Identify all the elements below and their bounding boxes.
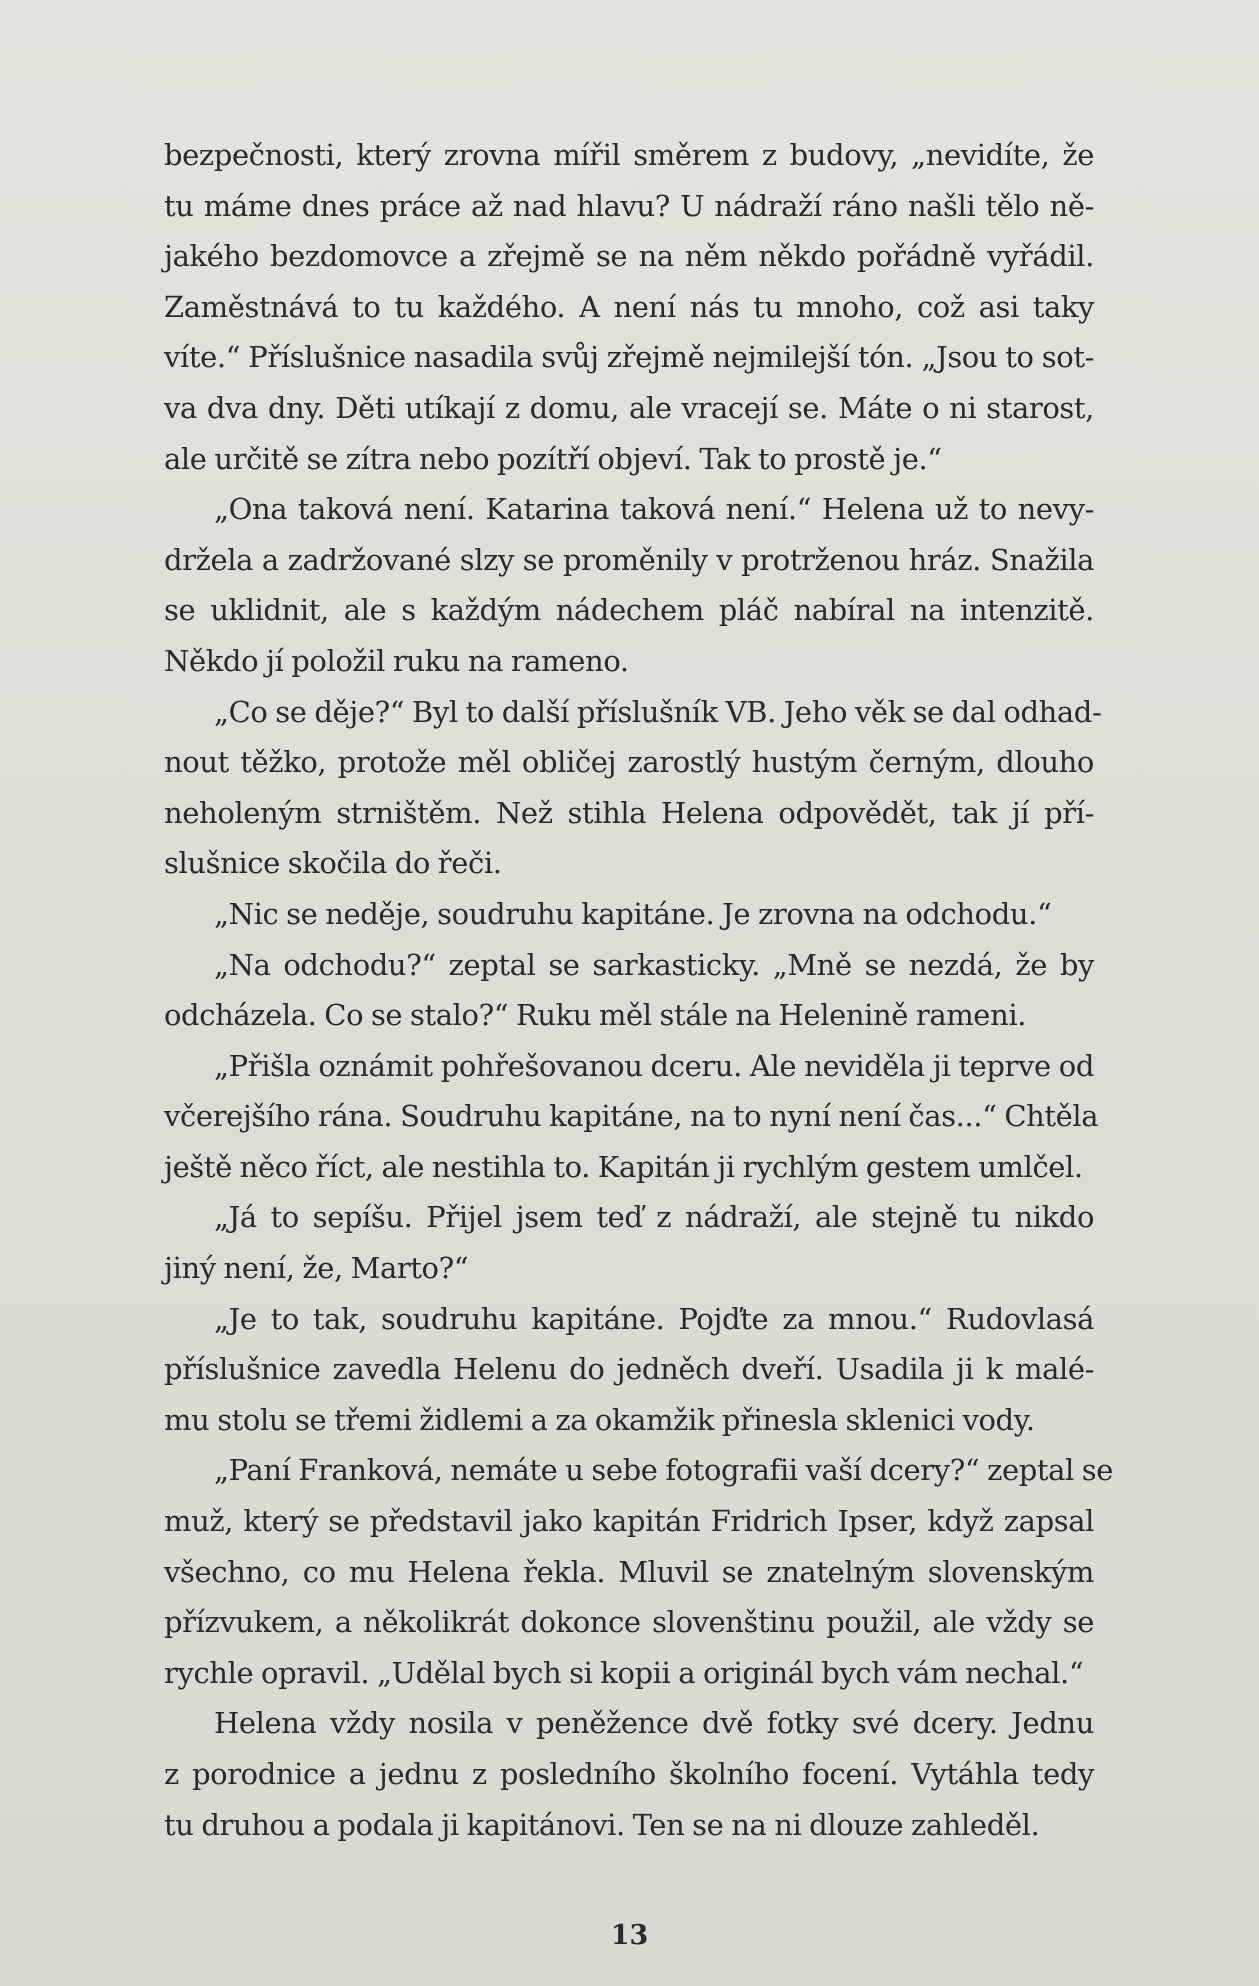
text-line: va dva dny. Děti utíkají z domu, ale vracejí se. Máte o ni starost, xyxy=(164,390,1094,425)
text-line: mu stolu se třemi židlemi a za okamžik přinesla sklenici vody. xyxy=(164,1402,1035,1437)
text-line: muž, který se představil jako kapitán Fridrich Ipser, když zapsal xyxy=(164,1504,1094,1539)
page-number: 13 xyxy=(610,1920,649,1951)
text-line: „Přišla oznámit pohřešovanou dceru. Ale neviděla ji teprve od xyxy=(214,1048,1094,1083)
text-line: „Nic se neděje, soudruhu kapitáne. Je zrovna na odchodu.“ xyxy=(214,896,1052,931)
text-line: víte.“ Příslušnice nasadila svůj zřejmě nejmilejší tón. „Jsou to sot- xyxy=(164,340,1094,375)
text-line: bezpečnosti, který zrovna mířil směrem z budovy, „nevidíte, že xyxy=(164,138,1094,172)
text-line: tu máme dnes práce až nad hlavu? U nádraží ráno našli tělo ně- xyxy=(164,188,1094,223)
text-line: tu druhou a podala ji kapitánovi. Ten se na ni dlouze zahleděl. xyxy=(164,1807,1040,1842)
text-line: všechno, co mu Helena řekla. Mluvil se znatelným slovenským xyxy=(164,1554,1094,1589)
text-line: „Je to tak, soudruhu kapitáne. Pojďte za mnou.“ Rudovlasá xyxy=(214,1301,1094,1336)
text-line: včerejšího rána. Soudruhu kapitáne, na to nyní není čas...“ Chtěla xyxy=(164,1099,1099,1134)
text-line: neholeným strništěm. Než stihla Helena odpovědět, tak jí pří- xyxy=(164,795,1094,830)
text-line: „Paní Franková, nemáte u sebe fotografii vaší dcery?“ zeptal se xyxy=(214,1453,1113,1488)
text-line: odcházela. Co se stalo?“ Ruku měl stále na Helenině rameni. xyxy=(164,998,1027,1033)
text-line: „Ona taková není. Katarina taková není.“ Helena už to nevy- xyxy=(214,492,1094,527)
text-line: „Na odchodu?“ zeptal se sarkasticky. „Mně se nezdá, že by xyxy=(214,947,1094,982)
text-line: „Já to sepíšu. Přijel jsem teď z nádraží, ale stejně tu nikdo xyxy=(214,1200,1094,1235)
text-line: Někdo jí položil ruku na rameno. xyxy=(164,643,629,678)
text-line: Helena vždy nosila v peněžence dvě fotky své dcery. Jednu xyxy=(214,1706,1094,1741)
text-line: se uklidnit, ale s každým nádechem pláč nabíral na intenzitě. xyxy=(164,593,1094,628)
text-line: ale určitě se zítra nebo pozítří objeví. Tak to prostě je.“ xyxy=(164,441,942,476)
text-line: rychle opravil. „Udělal bych si kopii a originál bych vám nechal.“ xyxy=(164,1655,1084,1690)
text-line: z porodnice a jednu z posledního školního focení. Vytáhla tedy xyxy=(164,1757,1094,1791)
text-line: Zaměstnává to tu každého. A není nás tu mnoho, což asi taky xyxy=(164,289,1094,324)
text-line: přízvukem, a několikrát dokonce slovenštinu použil, ale vždy se xyxy=(164,1605,1094,1640)
text-line: držela a zadržované slzy se proměnily v protrženou hráz. Snažila xyxy=(164,542,1094,577)
text-line: ještě něco říct, ale nestihla to. Kapitán ji rychlým gestem umlčel. xyxy=(164,1149,1083,1184)
text-line: příslušnice zavedla Helenu do jedněch dveří. Usadila ji k malé- xyxy=(164,1352,1094,1387)
text-line: slušnice skočila do řeči. xyxy=(164,846,502,881)
text-line: jakého bezdomovce a zřejmě se na něm někdo pořádně vyřádil. xyxy=(164,239,1094,274)
text-line: „Co se děje?“ Byl to další příslušník VB. Jeho věk se dal odhad- xyxy=(214,694,1102,729)
body-text xyxy=(164,130,1113,1850)
text-line: jiný není, že, Marto?“ xyxy=(164,1251,469,1286)
text-line: nout těžko, protože měl obličej zarostlý hustým černým, dlouho xyxy=(164,745,1094,780)
